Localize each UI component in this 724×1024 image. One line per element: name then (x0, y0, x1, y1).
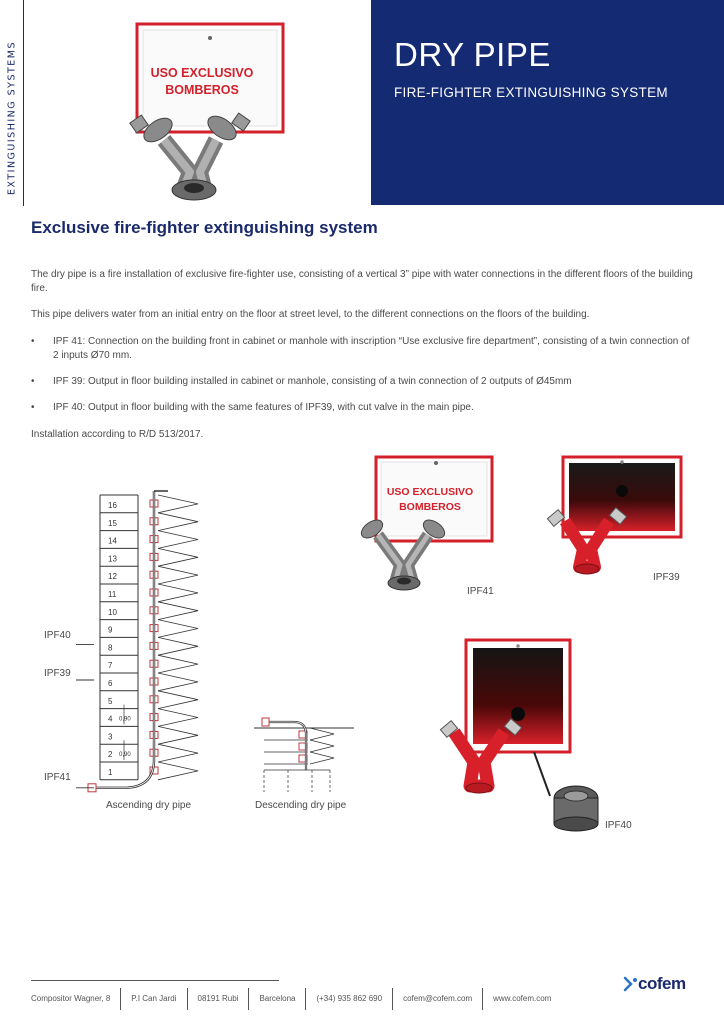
floor-number: 14 (108, 536, 117, 546)
footer-industrial-park: P.I Can Jardi (121, 988, 187, 1010)
ascending-label: Ascending dry pipe (106, 800, 192, 811)
floor-slab-edge (158, 762, 198, 780)
page-subtitle: FIRE-FIGHTER EXTINGUISHING SYSTEM (394, 85, 668, 100)
floor-slab-edge (158, 744, 198, 762)
product-ipf40-label: IPF40 (605, 820, 632, 831)
floor-number: 11 (108, 590, 117, 599)
floor-slab-edge (310, 740, 334, 752)
floor-slab-edge (158, 673, 198, 691)
floor-number: 5 (108, 696, 113, 706)
floor-number: 12 (108, 572, 117, 582)
floor-number: 2 (108, 750, 113, 760)
floor-slab-edge (158, 513, 198, 531)
floor-slab-edge (310, 728, 334, 740)
callout-ipf41: IPF41 (44, 772, 71, 783)
floor-number: 10 (108, 607, 117, 617)
hero-product-image (112, 22, 292, 202)
bullet-symbol: • (31, 336, 35, 347)
footer-website[interactable]: www.cofem.com (493, 994, 552, 1003)
floor-slab-edge (158, 709, 198, 727)
footer-contact-row (31, 988, 561, 1010)
section-heading: Exclusive fire-fighter extinguishing system (31, 218, 378, 237)
floor-number: 9 (108, 625, 113, 635)
floor-slab-edge (310, 752, 334, 764)
bullet-ipf39 (31, 375, 697, 389)
bullet-text: IPF 39: Output in floor building installed in cabinet or manhole, consisting of a twin connection of 2 outputs of Ø45mm (53, 376, 572, 387)
floor-number: 7 (108, 661, 113, 671)
ipf41-sign-line2: BOMBEROS (399, 501, 461, 513)
bullet-ipf41 (31, 335, 697, 363)
floor-slab-edge (158, 691, 198, 709)
sidebar-label: EXTINGUISHING SYSTEMS (6, 40, 18, 195)
riser-pipe (96, 491, 154, 788)
floor-number: 13 (108, 554, 117, 564)
floor-slab-edge (158, 548, 198, 566)
floor-slab-edge (158, 637, 198, 655)
cofem-logo (624, 972, 696, 998)
floor-number: 16 (108, 501, 117, 510)
sidebar-tab (0, 0, 24, 206)
bullet-text: IPF 40: Output in floor building with the same features of IPF39, with cut valve in the main pipe. (53, 402, 474, 413)
product-ipf39-label: IPF39 (653, 572, 680, 583)
ascending-dry-pipe-diagram (40, 485, 250, 795)
floor-number: 15 (108, 518, 117, 528)
product-ipf41-label: IPF41 (467, 586, 494, 597)
footer-email[interactable]: cofem@cofem.com (393, 988, 483, 1010)
descending-dry-pipe-diagram (250, 706, 360, 796)
logo-mark-icon (624, 976, 638, 992)
dimension-text: 0,90 (119, 752, 131, 759)
product-ipf40-image (440, 638, 610, 838)
floor-number: 6 (108, 679, 113, 688)
footer-postcode: 08191 Rubi (188, 988, 250, 1010)
riser-pipe-inner (96, 491, 154, 788)
floor-number: 8 (108, 643, 113, 653)
inlet-box (262, 718, 269, 726)
bullet-symbol: • (31, 402, 35, 413)
hero-panel (371, 0, 724, 205)
bullet-ipf40 (31, 401, 697, 415)
hero-sign-line2: BOMBEROS (165, 83, 239, 97)
floor-slab-edge (158, 566, 198, 584)
product-ipf39-image (545, 455, 685, 580)
descending-label: Descending dry pipe (255, 800, 347, 811)
page-title: DRY PIPE (394, 36, 551, 73)
product-ipf41-image (358, 455, 498, 600)
floor-slab-edge (158, 495, 198, 513)
bullet-symbol: • (31, 376, 35, 387)
floor-slab-edge (158, 620, 198, 638)
footer-rule (31, 980, 279, 981)
floor-number: 4 (108, 714, 113, 724)
floor-number: 3 (108, 732, 113, 742)
hero-sign-line1: USO EXCLUSIVO (150, 66, 254, 80)
footer-phone: (+34) 935 862 690 (306, 988, 393, 1010)
paragraph-intro: The dry pipe is a fire installation of exclusive fire-fighter use, consisting of a vertical 3” pipe with water connections in the different floors of the building fire. (31, 269, 693, 294)
callout-ipf39: IPF39 (44, 668, 71, 679)
paragraph-installation: Installation according to R/D 513/2017. (31, 429, 204, 440)
floor-number: 1 (108, 768, 113, 777)
floor-slab-edge (158, 602, 198, 620)
paragraph-delivery: This pipe delivers water from an initial entry on the floor at street level, to the different connections on the floors of the building. (31, 309, 590, 320)
footer-address: Compositor Wagner, 8 (31, 988, 121, 1010)
footer-city: Barcelona (249, 988, 306, 1010)
floor-slab-edge (158, 726, 198, 744)
dimension-text: 0,90 (119, 716, 131, 723)
floor-slab-edge (158, 584, 198, 602)
callout-ipf40: IPF40 (44, 630, 71, 641)
logo-text: cofem (638, 974, 686, 993)
ipf41-sign-line1: USO EXCLUSIVO (386, 486, 474, 498)
floor-slab-edge (158, 655, 198, 673)
bullet-text: IPF 41: Connection on the building front in cabinet or manhole with inscription “Use exclusive fire department”, consisting of a twin connection of 2 inputs Ø70 mm. (53, 336, 690, 361)
floor-slab-edge (158, 531, 198, 549)
